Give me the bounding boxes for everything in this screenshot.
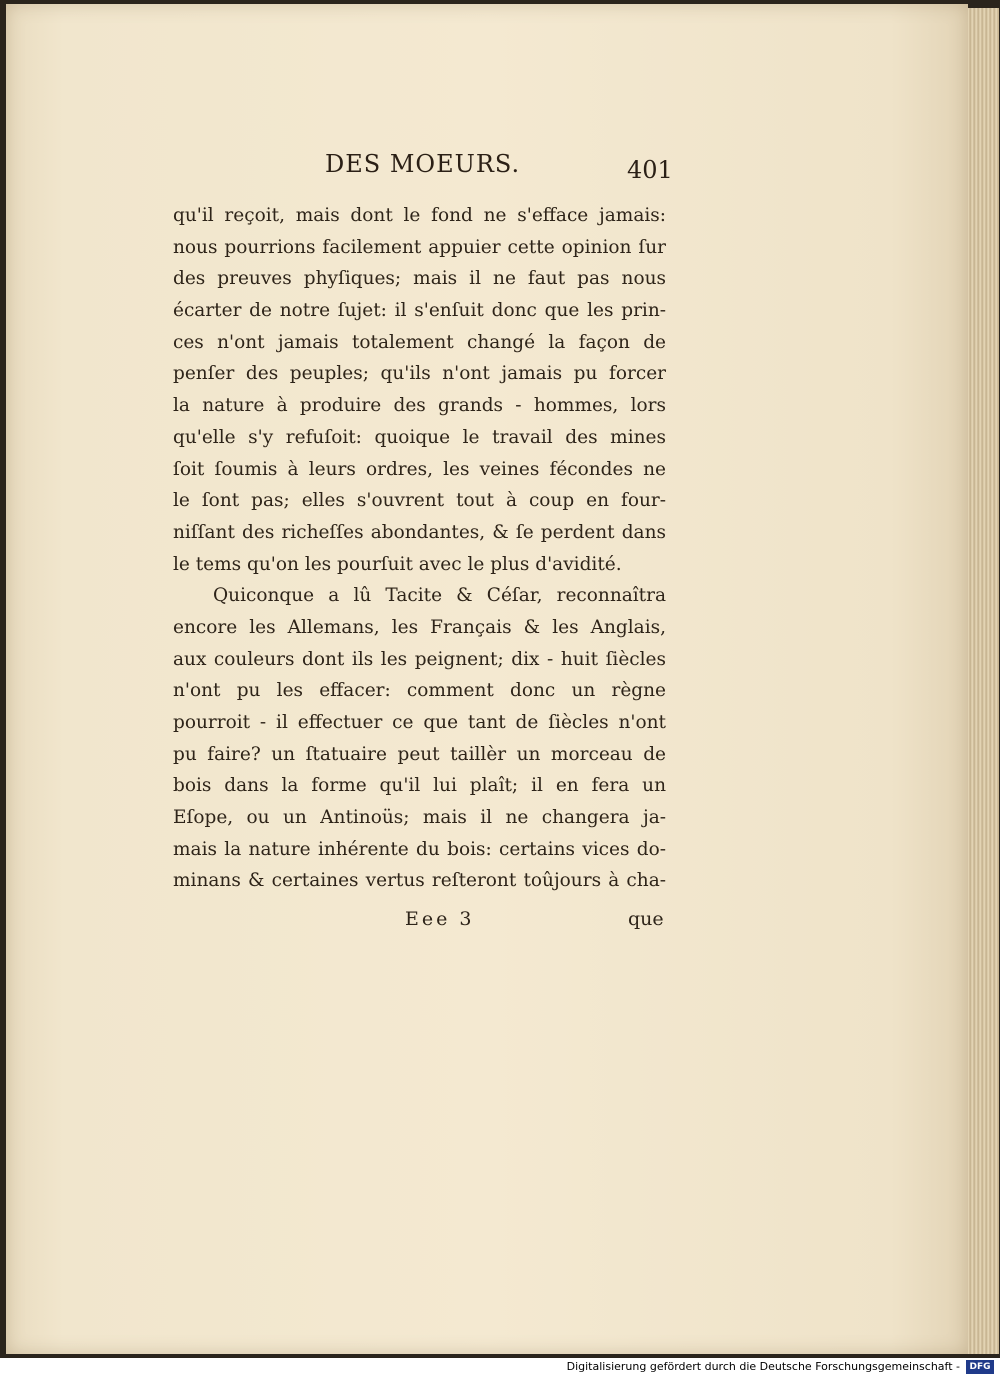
text-line: la nature à produire des grands - hommes, lors bbox=[173, 395, 666, 417]
text-line: niſſant des richeſſes abondantes, & ſe perdent dans bbox=[173, 521, 666, 543]
paragraph-first-line: Quiconque a lû Tacite & Céſar, reconnaîtra bbox=[213, 585, 666, 607]
text-line: le ſont pas; elles s'ouvrent tout à coup en four- bbox=[173, 490, 666, 512]
text-line: mais la nature inhérente du bois: certains vices do- bbox=[173, 838, 666, 860]
body-text bbox=[173, 200, 666, 897]
text-line: ces n'ont jamais totalement changé la façon de bbox=[173, 331, 666, 353]
text-line: penſer des peuples; qu'ils n'ont jamais pu forcer bbox=[173, 363, 666, 385]
text-line: écarter de notre ſujet: il s'enſuit donc que les prin- bbox=[173, 300, 666, 322]
text-line: aux couleurs dont ils les peignent; dix - huit ſiècles bbox=[173, 648, 666, 670]
footer-credit: Digitalisierung gefördert durch die Deutsche Forschungsgemeinschaft - bbox=[566, 1360, 960, 1373]
text-line: minans & certaines vertus reſteront toûjours à cha- bbox=[173, 870, 666, 892]
paragraph-last-line: le tems qu'on les pourſuit avec le plus d'avidité. bbox=[173, 553, 622, 575]
text-line: ſoit ſoumis à leurs ordres, les veines fécondes ne bbox=[173, 458, 666, 480]
running-head: DES MOEURS. bbox=[325, 150, 521, 178]
digitization-footer bbox=[0, 1358, 1000, 1377]
text-line: bois dans la forme qu'il lui plaît; il en fera un bbox=[173, 775, 666, 797]
page-edges bbox=[966, 8, 999, 1354]
text-line: Eſope, ou un Antinoüs; mais il ne changera ja- bbox=[173, 807, 666, 829]
signature-mark: Eee 3 bbox=[405, 908, 475, 930]
dfg-logo: DFG bbox=[966, 1360, 994, 1374]
page-number: 401 bbox=[627, 156, 673, 184]
text-line: encore les Allemans, les Français & les Anglais, bbox=[173, 616, 666, 638]
text-line: pu faire? un ſtatuaire peut taillèr un morceau de bbox=[173, 743, 666, 765]
text-line: nous pourrions facilement appuier cette opinion ſur bbox=[173, 236, 666, 258]
text-line: qu'il reçoit, mais dont le fond ne s'efface jamais: bbox=[173, 205, 666, 226]
text-line: n'ont pu les effacer: comment donc un règne bbox=[173, 680, 666, 702]
catchword: que bbox=[628, 908, 664, 930]
text-line: des preuves phyſiques; mais il ne faut pas nous bbox=[173, 268, 666, 290]
text-line: qu'elle s'y refuſoit: quoique le travail des mines bbox=[173, 426, 666, 448]
text-line: pourroit - il effectuer ce que tant de ſiècles n'ont bbox=[173, 712, 666, 733]
